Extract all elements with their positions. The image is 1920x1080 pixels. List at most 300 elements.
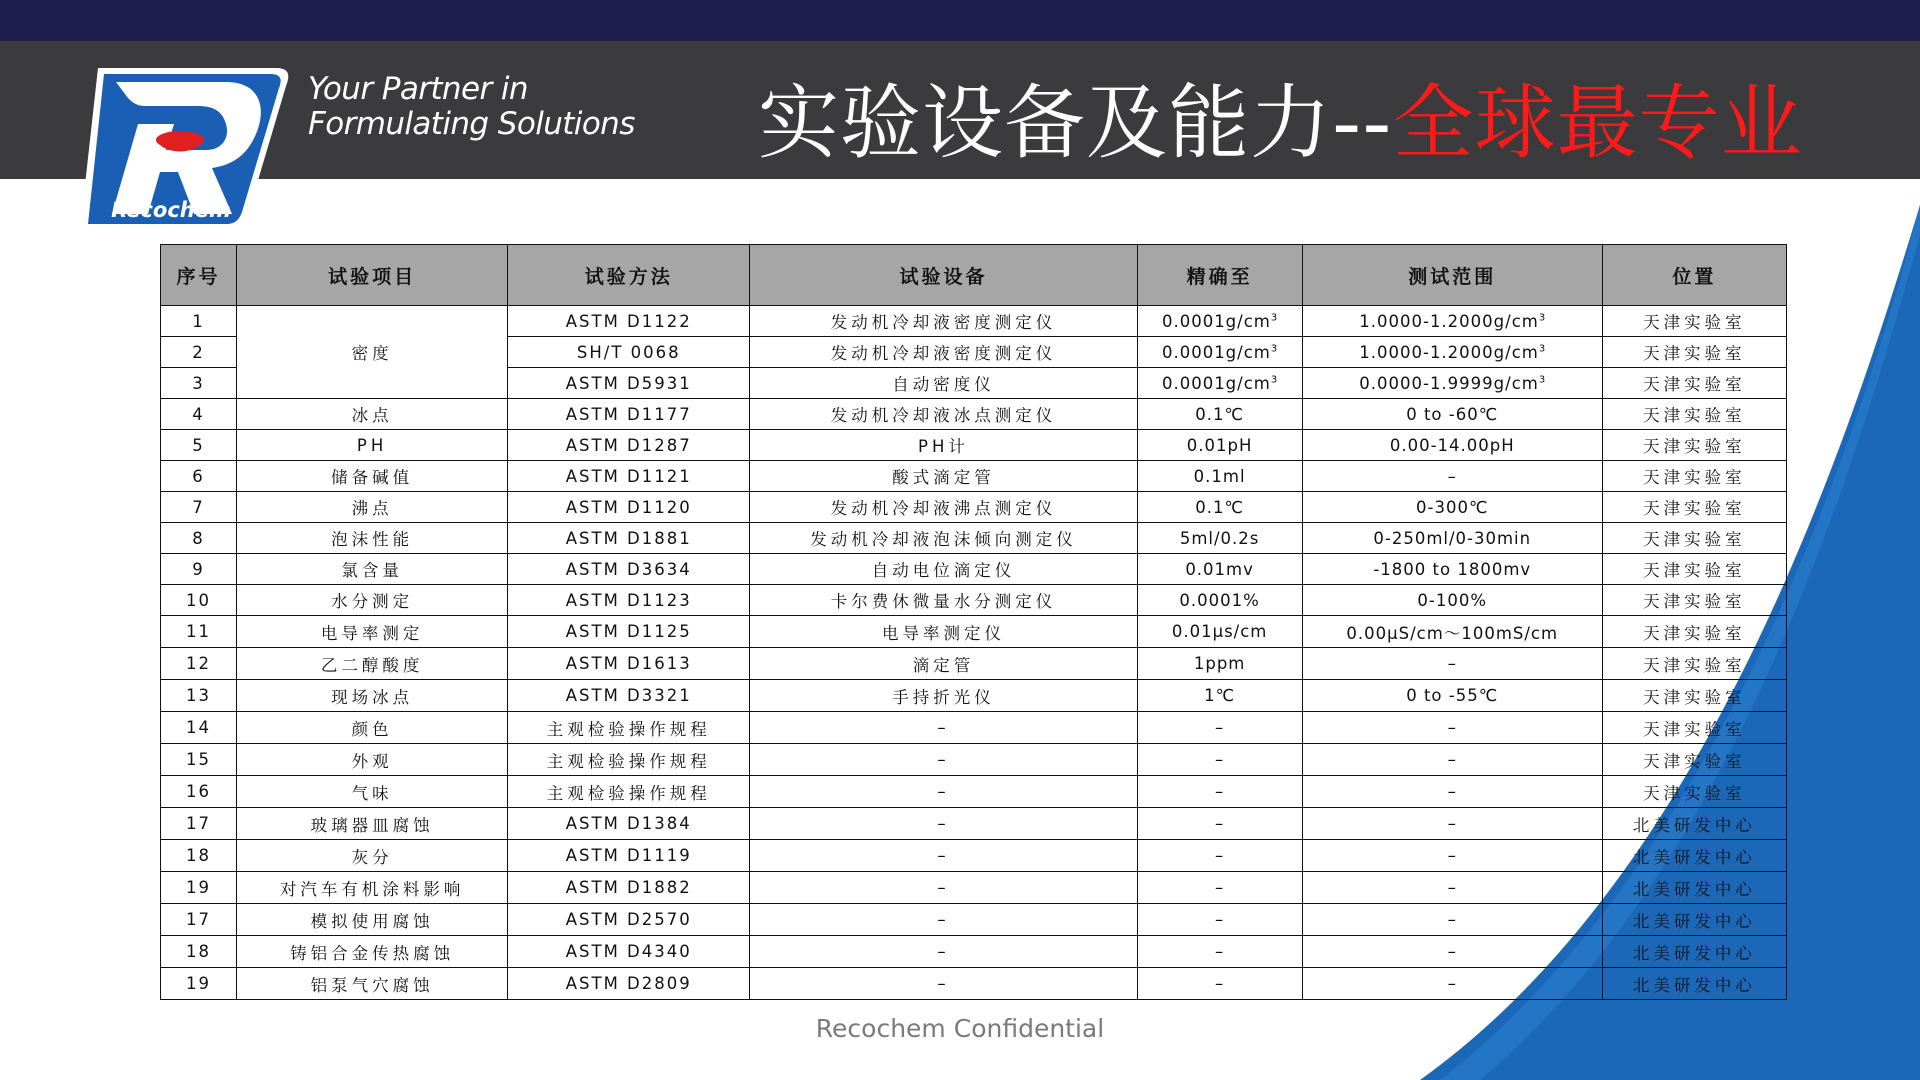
header-precision: 精确至: [1137, 245, 1302, 306]
cell-method-text: 主观检验操作规程: [546, 783, 711, 803]
cell-precision-text: –: [1214, 782, 1225, 801]
cell-method-text: ASTM D1123: [565, 590, 692, 610]
cell-location: [1602, 840, 1786, 872]
cell-range: [1302, 840, 1602, 872]
table-row: [161, 523, 1787, 554]
cell-precision-text: –: [1214, 942, 1225, 961]
cell-item: [237, 904, 508, 936]
table-row: [161, 680, 1787, 712]
cell-location-text: 北美研发中心: [1632, 975, 1756, 995]
cell-location: [1602, 306, 1786, 337]
cell-device-text: 酸式滴定管: [892, 468, 995, 487]
cell-precision-text: 0.1℃: [1195, 404, 1244, 424]
title-red-part: 全球最专业: [1392, 77, 1803, 171]
cell-range-text: 1.0000-1.2000g/cm: [1359, 311, 1539, 331]
cell-location-text: 北美研发中心: [1632, 911, 1756, 931]
cell-item: [237, 585, 508, 616]
cell-precision-text: 0.0001g/cm: [1161, 342, 1271, 362]
cell-method-text: ASTM D1287: [565, 435, 692, 455]
cell-precision: [1137, 648, 1302, 680]
header-no: 序号: [161, 245, 237, 306]
cell-no-text: 11: [186, 622, 212, 641]
cell-location: [1602, 430, 1786, 461]
table-body: [161, 306, 1787, 1000]
title-white-part: 实验设备及能力--: [758, 77, 1393, 171]
cell-no: [161, 840, 237, 872]
cell-location-text: 天津实验室: [1643, 783, 1746, 803]
cell-no: [161, 523, 237, 554]
table-row: [161, 712, 1787, 744]
cell-no: [161, 680, 237, 712]
cell-range-text: 0-250ml/0-30min: [1373, 528, 1532, 548]
cell-method: [508, 840, 750, 872]
header-item: 试验项目: [237, 245, 508, 306]
cell-device: [750, 337, 1137, 368]
cell-item-text: 外观: [351, 751, 393, 771]
cell-range: [1302, 399, 1602, 430]
cell-precision: [1137, 936, 1302, 968]
cell-range: [1302, 523, 1602, 554]
cell-precision-superscript: 3: [1270, 343, 1278, 354]
cell-device: [750, 585, 1137, 616]
cell-precision-text: 0.1ml: [1193, 466, 1246, 486]
cell-precision-text: 0.0001g/cm: [1161, 373, 1271, 393]
cell-no: [161, 399, 237, 430]
cell-location-text: 北美研发中心: [1632, 943, 1756, 963]
cell-range-text: –: [1447, 782, 1457, 801]
cell-location: [1602, 968, 1786, 1000]
cell-method: [508, 523, 750, 554]
cell-range: [1302, 616, 1602, 648]
cell-location: [1602, 492, 1786, 523]
cell-method-text: ASTM D1613: [565, 654, 692, 673]
cell-location-text: 北美研发中心: [1632, 847, 1756, 867]
cell-precision: [1137, 968, 1302, 1000]
cell-method: [508, 904, 750, 936]
table-header-row: [161, 245, 1787, 306]
cell-range-text: –: [1447, 878, 1457, 897]
cell-no-text: 5: [192, 435, 205, 455]
cell-precision-text: –: [1214, 878, 1225, 897]
cell-item: [237, 430, 508, 461]
cell-no-text: 6: [192, 466, 205, 486]
cell-location: [1602, 744, 1786, 776]
cell-precision-text: –: [1214, 974, 1225, 993]
table-row: [161, 744, 1787, 776]
cell-range: [1302, 872, 1602, 904]
cell-item: [237, 399, 508, 430]
cell-item: [237, 680, 508, 712]
cell-no: [161, 968, 237, 1000]
cell-location: [1602, 368, 1786, 399]
cell-device: [750, 616, 1137, 648]
cell-item-text: 铝泵气穴腐蚀: [310, 975, 434, 995]
table-row: [161, 492, 1787, 523]
cell-no-text: 14: [186, 718, 212, 737]
cell-precision-text: 0.01μs/cm: [1171, 622, 1268, 641]
cell-precision: [1137, 368, 1302, 399]
cell-method-text: ASTM D1122: [565, 311, 692, 331]
cell-device-text: 卡尔费休微量水分测定仪: [830, 592, 1057, 611]
cell-precision: [1137, 808, 1302, 840]
cell-no-text: 12: [186, 654, 212, 673]
cell-item: [237, 306, 508, 399]
cell-device-text: –: [937, 846, 950, 865]
cell-precision-text: 0.1℃: [1195, 497, 1244, 517]
cell-precision-text: –: [1214, 814, 1225, 833]
cell-device-text: 自动电位滴定仪: [871, 561, 1016, 580]
cell-location: [1602, 523, 1786, 554]
cell-precision: [1137, 776, 1302, 808]
cell-device: [750, 840, 1137, 872]
recochem-logo: [76, 64, 290, 234]
table-row: [161, 430, 1787, 461]
cell-device-text: –: [937, 878, 950, 897]
cell-item-text: 灰分: [351, 847, 393, 867]
cell-location-text: 天津实验室: [1643, 375, 1746, 394]
cell-method: [508, 430, 750, 461]
cell-no: [161, 936, 237, 968]
cell-item: [237, 776, 508, 808]
cell-no: [161, 904, 237, 936]
cell-location: [1602, 808, 1786, 840]
cell-method: [508, 399, 750, 430]
cell-no: [161, 616, 237, 648]
cell-no: [161, 306, 237, 337]
cell-method-text: 主观检验操作规程: [546, 751, 711, 771]
cell-item: [237, 648, 508, 680]
cell-precision: [1137, 872, 1302, 904]
cell-device-text: PH计: [918, 437, 969, 456]
cell-item: [237, 840, 508, 872]
cell-location: [1602, 872, 1786, 904]
cell-item: [237, 936, 508, 968]
cell-location-text: 天津实验室: [1643, 623, 1746, 643]
cell-device-text: 发动机冷却液密度测定仪: [830, 313, 1057, 332]
cell-device: [750, 808, 1137, 840]
table-row: [161, 399, 1787, 430]
cell-item-text: 铸铝合金传热腐蚀: [290, 943, 455, 963]
cell-range: [1302, 461, 1602, 492]
cell-method: [508, 936, 750, 968]
cell-location: [1602, 461, 1786, 492]
cell-location-text: 北美研发中心: [1632, 879, 1756, 899]
cell-precision: [1137, 337, 1302, 368]
cell-precision-text: –: [1214, 750, 1225, 769]
table-row: [161, 648, 1787, 680]
cell-range-superscript: 3: [1538, 312, 1546, 323]
cell-range: [1302, 936, 1602, 968]
cell-no-text: 19: [186, 974, 212, 993]
cell-item-text: 乙二醇酸度: [320, 655, 424, 675]
cell-method-text: ASTM D1177: [565, 404, 692, 424]
cell-method: [508, 461, 750, 492]
cell-item-text: 颜色: [351, 719, 393, 739]
cell-no-text: 19: [186, 878, 212, 897]
cell-location-text: 天津实验室: [1643, 719, 1746, 739]
cell-precision: [1137, 430, 1302, 461]
cell-method-text: ASTM D2570: [565, 910, 692, 929]
cell-no-text: 17: [186, 910, 212, 929]
cell-method: [508, 492, 750, 523]
cell-method: [508, 648, 750, 680]
cell-item: [237, 616, 508, 648]
cell-item: [237, 523, 508, 554]
cell-location: [1602, 648, 1786, 680]
cell-device-text: –: [937, 910, 950, 929]
cell-method-text: ASTM D1384: [565, 814, 692, 833]
cell-method: [508, 337, 750, 368]
cell-device: [750, 492, 1137, 523]
cell-location-text: 天津实验室: [1643, 499, 1746, 518]
cell-method: [508, 808, 750, 840]
table-row: [161, 968, 1787, 1000]
header-range: 测试范围: [1302, 245, 1602, 306]
cell-precision: [1137, 680, 1302, 712]
cell-no: [161, 337, 237, 368]
cell-precision: [1137, 616, 1302, 648]
cell-method: [508, 306, 750, 337]
cell-method-text: ASTM D5931: [565, 373, 692, 393]
cell-precision-text: 1ppm: [1193, 654, 1246, 673]
cell-item-text: 玻璃器皿腐蚀: [310, 815, 434, 835]
tagline-line-2: Formulating Solutions: [308, 106, 635, 142]
cell-range-text: –: [1447, 974, 1457, 993]
cell-precision-text: 0.0001g/cm: [1161, 311, 1271, 331]
cell-location: [1602, 399, 1786, 430]
cell-range: [1302, 648, 1602, 680]
cell-range-superscript: 3: [1538, 374, 1546, 385]
cell-location: [1602, 616, 1786, 648]
cell-no-text: 18: [186, 942, 212, 961]
cell-no-text: 16: [186, 782, 212, 801]
cell-precision-superscript: 3: [1270, 374, 1278, 385]
cell-no: [161, 872, 237, 904]
cell-device: [750, 776, 1137, 808]
cell-range: [1302, 492, 1602, 523]
cell-no-text: 7: [192, 497, 205, 517]
cell-precision-text: –: [1214, 910, 1225, 929]
cell-range: [1302, 680, 1602, 712]
table-row: [161, 585, 1787, 616]
cell-item-text: PH: [356, 435, 388, 455]
cell-range-text: 0-100%: [1417, 590, 1488, 610]
cell-item: [237, 872, 508, 904]
cell-item-text: 沸点: [351, 499, 393, 518]
cell-precision: [1137, 492, 1302, 523]
cell-item: [237, 492, 508, 523]
cell-device-text: –: [937, 718, 950, 737]
cell-no-text: 10: [186, 590, 212, 610]
cell-range: [1302, 968, 1602, 1000]
cell-range-text: 0.00μS/cm～100mS/cm: [1346, 623, 1559, 643]
cell-device: [750, 648, 1137, 680]
cell-device: [750, 680, 1137, 712]
cell-precision: [1137, 744, 1302, 776]
cell-no-text: 17: [186, 814, 212, 833]
cell-no-text: 2: [192, 342, 205, 362]
cell-precision-text: 0.0001%: [1179, 590, 1260, 610]
cell-item-text: 模拟使用腐蚀: [310, 911, 434, 931]
cell-location-text: 天津实验室: [1643, 687, 1746, 707]
cell-device-text: –: [937, 782, 950, 801]
cell-method: [508, 968, 750, 1000]
cell-no: [161, 430, 237, 461]
cell-device-text: 发动机冷却液沸点测定仪: [830, 499, 1057, 518]
cell-location: [1602, 680, 1786, 712]
cell-method-text: ASTM D1881: [565, 528, 692, 548]
cell-method-text: ASTM D2809: [565, 974, 692, 993]
cell-precision-text: –: [1214, 718, 1225, 737]
cell-method-text: ASTM D3321: [565, 686, 692, 705]
cell-item: [237, 744, 508, 776]
cell-device-text: –: [937, 814, 950, 833]
cell-no: [161, 744, 237, 776]
table-row: [161, 461, 1787, 492]
cell-range: [1302, 306, 1602, 337]
cell-precision-text: 1℃: [1204, 686, 1236, 705]
cell-location-text: 天津实验室: [1643, 655, 1746, 675]
cell-precision: [1137, 399, 1302, 430]
cell-method: [508, 712, 750, 744]
cell-method: [508, 776, 750, 808]
cell-no-text: 13: [186, 686, 212, 705]
test-capability-table: [160, 244, 1787, 1000]
cell-range-text: 0.00-14.00pH: [1389, 435, 1515, 455]
cell-item-text: 密度: [351, 344, 393, 363]
cell-range-text: 1.0000-1.2000g/cm: [1359, 342, 1539, 362]
cell-range-text: –: [1447, 846, 1457, 865]
cell-device-text: –: [937, 942, 950, 961]
cell-location-text: 天津实验室: [1643, 592, 1746, 611]
cell-precision-text: –: [1214, 846, 1225, 865]
table-row: [161, 840, 1787, 872]
cell-device-text: 发动机冷却液泡沫倾向测定仪: [810, 530, 1077, 549]
cell-range: [1302, 904, 1602, 936]
cell-item-text: 对汽车有机涂料影响: [279, 879, 465, 899]
cell-precision: [1137, 306, 1302, 337]
cell-device: [750, 523, 1137, 554]
cell-method-text: ASTM D1120: [565, 497, 692, 517]
cell-range: [1302, 585, 1602, 616]
cell-no: [161, 776, 237, 808]
header-method: 试验方法: [508, 245, 750, 306]
cell-device: [750, 368, 1137, 399]
table-row: [161, 904, 1787, 936]
table-row: [161, 808, 1787, 840]
logo-text: Recochem: [111, 198, 231, 222]
cell-range-text: –: [1447, 718, 1457, 737]
cell-method: [508, 585, 750, 616]
cell-item-text: 气味: [351, 783, 393, 803]
cell-device: [750, 872, 1137, 904]
cell-precision: [1137, 585, 1302, 616]
tagline-line-1: Your Partner in: [308, 71, 528, 107]
cell-range-text: 0.0000-1.9999g/cm: [1359, 373, 1539, 393]
cell-precision: [1137, 712, 1302, 744]
cell-device: [750, 744, 1137, 776]
cell-range: [1302, 430, 1602, 461]
cell-item: [237, 712, 508, 744]
cell-device: [750, 554, 1137, 585]
cell-item: [237, 554, 508, 585]
cell-item-text: 储备碱值: [331, 468, 414, 487]
cell-item-text: 泡沫性能: [331, 530, 414, 549]
cell-no: [161, 554, 237, 585]
cell-range-text: 0-300℃: [1416, 497, 1489, 517]
cell-precision-text: 5ml/0.2s: [1179, 528, 1260, 548]
cell-range: [1302, 554, 1602, 585]
cell-device: [750, 968, 1137, 1000]
cell-device-text: 手持折光仪: [892, 687, 995, 707]
cell-range: [1302, 337, 1602, 368]
cell-method-text: ASTM D1882: [565, 878, 692, 897]
cell-device: [750, 936, 1137, 968]
cell-range: [1302, 744, 1602, 776]
cell-no: [161, 368, 237, 399]
cell-range: [1302, 368, 1602, 399]
table-row: [161, 936, 1787, 968]
cell-range-text: –: [1447, 910, 1457, 929]
cell-range-text: 0 to -60℃: [1406, 404, 1499, 424]
cell-range: [1302, 808, 1602, 840]
cell-method-text: ASTM D1119: [565, 846, 692, 865]
cell-precision: [1137, 554, 1302, 585]
cell-method-text: ASTM D1121: [565, 466, 692, 486]
cell-device: [750, 712, 1137, 744]
table-row: [161, 872, 1787, 904]
cell-device: [750, 306, 1137, 337]
cell-location: [1602, 776, 1786, 808]
cell-device: [750, 461, 1137, 492]
cell-method-text: ASTM D4340: [565, 942, 692, 961]
cell-device-text: 发动机冷却液密度测定仪: [830, 344, 1057, 363]
cell-location-text: 天津实验室: [1643, 437, 1746, 456]
cell-device: [750, 399, 1137, 430]
cell-range-text: –: [1447, 814, 1457, 833]
cell-no-text: 3: [192, 373, 205, 393]
cell-range-text: –: [1447, 942, 1457, 961]
cell-precision-text: 0.01pH: [1186, 435, 1253, 455]
cell-method: [508, 680, 750, 712]
cell-location-text: 天津实验室: [1643, 468, 1746, 487]
cell-item: [237, 808, 508, 840]
header-location: 位置: [1602, 245, 1786, 306]
tagline: [308, 72, 635, 142]
cell-no: [161, 585, 237, 616]
cell-device: [750, 904, 1137, 936]
page-title: [758, 74, 1802, 174]
cell-method: [508, 744, 750, 776]
cell-no: [161, 808, 237, 840]
cell-device-text: –: [937, 974, 950, 993]
cell-precision: [1137, 461, 1302, 492]
cell-location: [1602, 904, 1786, 936]
cell-item-text: 氯含量: [341, 561, 403, 580]
cell-range-text: –: [1447, 466, 1457, 486]
footer-confidential: Recochem Confidential: [815, 1014, 1105, 1043]
cell-no-text: 9: [192, 559, 205, 579]
header-device: 试验设备: [750, 245, 1137, 306]
cell-no-text: 4: [192, 404, 205, 424]
cell-location-text: 天津实验室: [1643, 406, 1746, 425]
cell-device-text: 电导率测定仪: [881, 623, 1005, 643]
cell-precision: [1137, 904, 1302, 936]
cell-range-text: -1800 to 1800mv: [1373, 559, 1532, 579]
cell-no: [161, 461, 237, 492]
cell-no: [161, 712, 237, 744]
cell-range-text: –: [1447, 654, 1457, 673]
